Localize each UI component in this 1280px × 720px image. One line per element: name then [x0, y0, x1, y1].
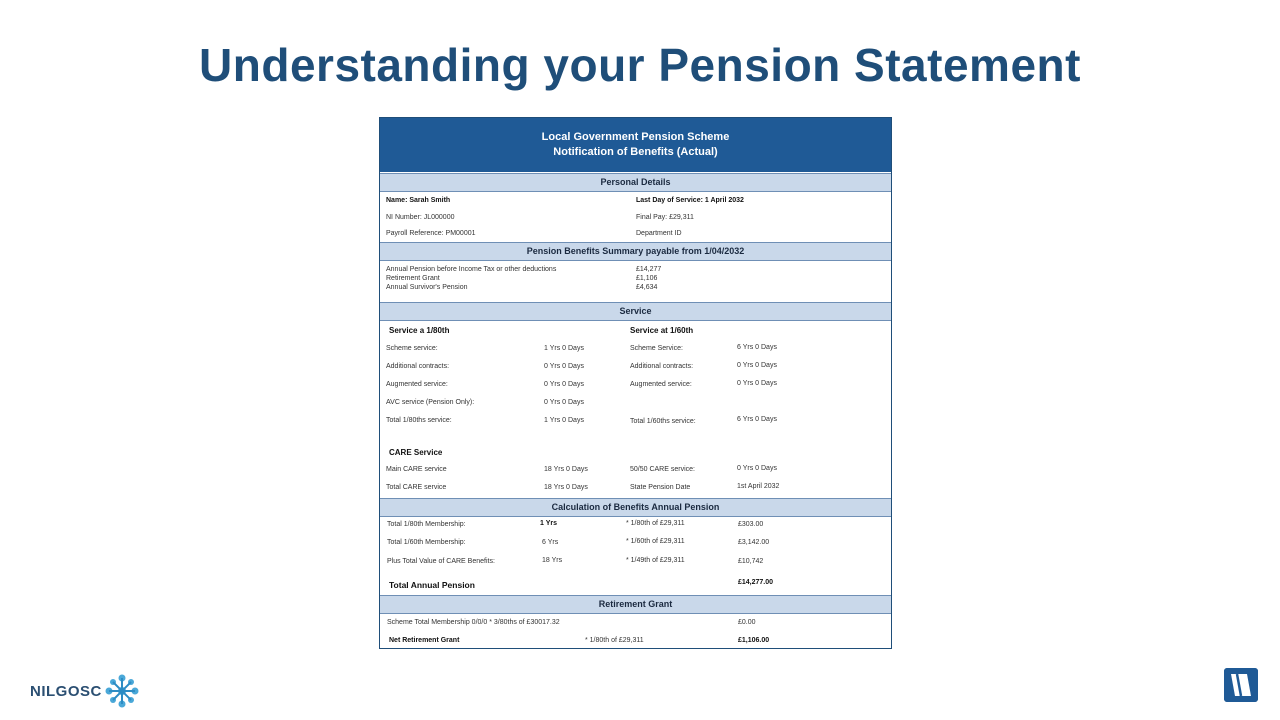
- calc-80-years: 1 Yrs: [540, 520, 557, 527]
- care-main-value: 18 Yrs 0 Days: [544, 466, 588, 473]
- service-60-label: Total 1/60ths service:: [630, 418, 696, 425]
- service-60-value: 6 Yrs 0 Days: [737, 416, 777, 423]
- service-60ths-heading: Service at 1/60th: [630, 326, 694, 335]
- last-day-of-service: Last Day of Service: 1 April 2032: [636, 197, 744, 204]
- calc-60-formula: * 1/60th of £29,311: [626, 538, 685, 545]
- summary-heading: Pension Benefits Summary payable from 1/04/2032: [380, 242, 891, 261]
- calculation-heading: Calculation of Benefits Annual Pension: [380, 498, 891, 517]
- scheme-membership-amount: £0.00: [738, 619, 756, 626]
- department-id: Department ID: [636, 230, 682, 237]
- calc-80-amount: £303.00: [738, 521, 764, 528]
- snowflake-icon: [104, 673, 140, 709]
- summary-value-pension: £14,277: [636, 266, 662, 273]
- service-heading: Service: [380, 302, 891, 321]
- statement-header: [380, 118, 891, 172]
- service-60-label: Augmented service:: [630, 381, 692, 388]
- service-80-value: 0 Yrs 0 Days: [544, 381, 584, 388]
- care-total-value: 18 Yrs 0 Days: [544, 484, 588, 491]
- service-80-value: 1 Yrs 0 Days: [544, 417, 584, 424]
- care-service-heading: CARE Service: [389, 448, 443, 457]
- service-80-label: AVC service (Pension Only):: [386, 399, 475, 406]
- service-80-label: Additional contracts:: [386, 363, 450, 370]
- service-60-label: Additional contracts:: [630, 363, 694, 370]
- total-annual-pension-amount: £14,277.00: [738, 579, 774, 586]
- service-80-label: Augmented service:: [386, 381, 448, 388]
- service-80-value: 1 Yrs 0 Days: [544, 345, 584, 352]
- summary-label-survivor: Annual Survivor's Pension: [386, 284, 468, 291]
- service-60-value: 0 Yrs 0 Days: [737, 362, 777, 369]
- summary-label-pension: Annual Pension before Income Tax or other deductions: [386, 266, 557, 273]
- statement-header-line2: Notification of Benefits (Actual): [553, 146, 718, 158]
- calc-60-years: 6 Yrs: [542, 539, 559, 546]
- service-60-value: 0 Yrs 0 Days: [737, 380, 777, 387]
- service-60-label: Scheme Service:: [630, 345, 683, 352]
- care-total-label: Total CARE service: [386, 484, 447, 491]
- summary-value-survivor: £4,634: [636, 284, 658, 291]
- service-80-value: 0 Yrs 0 Days: [544, 399, 584, 406]
- calc-care-formula: * 1/49th of £29,311: [626, 557, 685, 564]
- service-80-label: Total 1/80ths service:: [386, 417, 452, 424]
- calc-80-label: Total 1/80th Membership:: [387, 521, 466, 528]
- nilgosc-logo: [30, 673, 140, 709]
- book-icon: [1224, 668, 1258, 702]
- payroll-reference: Payroll Reference: PM00001: [386, 230, 476, 237]
- retirement-grant-heading: Retirement Grant: [380, 595, 891, 614]
- personal-details-heading: Personal Details: [380, 173, 891, 192]
- care-main-label: Main CARE service: [386, 466, 447, 473]
- calc-60-label: Total 1/60th Membership:: [387, 539, 466, 546]
- final-pay: Final Pay: £29,311: [636, 214, 694, 221]
- calc-60-amount: £3,142.00: [738, 539, 770, 546]
- care-5050-value: 0 Yrs 0 Days: [737, 465, 777, 472]
- ni-number: NI Number: JL000000: [386, 214, 455, 221]
- member-name: Name: Sarah Smith: [386, 197, 451, 204]
- total-annual-pension-label: Total Annual Pension: [389, 580, 475, 590]
- calc-care-amount: £10,742: [738, 558, 764, 565]
- pension-statement-document: [379, 117, 892, 649]
- state-pension-date-label: State Pension Date: [630, 484, 691, 491]
- calc-care-years: 18 Yrs: [542, 557, 563, 564]
- nilgosc-logo-text: NILGOSC: [30, 682, 102, 700]
- scheme-membership-row: Scheme Total Membership 0/0/0 * 3/80ths of £30017.32: [387, 619, 560, 626]
- calc-80-formula: * 1/80th of £29,311: [626, 520, 685, 527]
- calc-care-label: Plus Total Value of CARE Benefits:: [387, 558, 495, 565]
- net-retirement-grant-amount: £1,106.00: [738, 637, 770, 644]
- net-retirement-grant-label: Net Retirement Grant: [389, 637, 460, 644]
- service-60-value: 6 Yrs 0 Days: [737, 344, 777, 351]
- state-pension-date-value: 1st April 2032: [737, 483, 780, 490]
- service-80-value: 0 Yrs 0 Days: [544, 363, 584, 370]
- service-80ths-heading: Service a 1/80th: [389, 326, 450, 335]
- summary-label-grant: Retirement Grant: [386, 275, 440, 282]
- service-80-label: Scheme service:: [386, 345, 438, 352]
- statement-header-line1: Local Government Pension Scheme: [541, 131, 730, 143]
- care-5050-label: 50/50 CARE service:: [630, 466, 695, 473]
- net-retirement-grant-formula: * 1/80th of £29,311: [585, 637, 644, 644]
- slide-title: Understanding your Pension Statement: [199, 39, 1081, 91]
- summary-value-grant: £1,106: [636, 275, 658, 282]
